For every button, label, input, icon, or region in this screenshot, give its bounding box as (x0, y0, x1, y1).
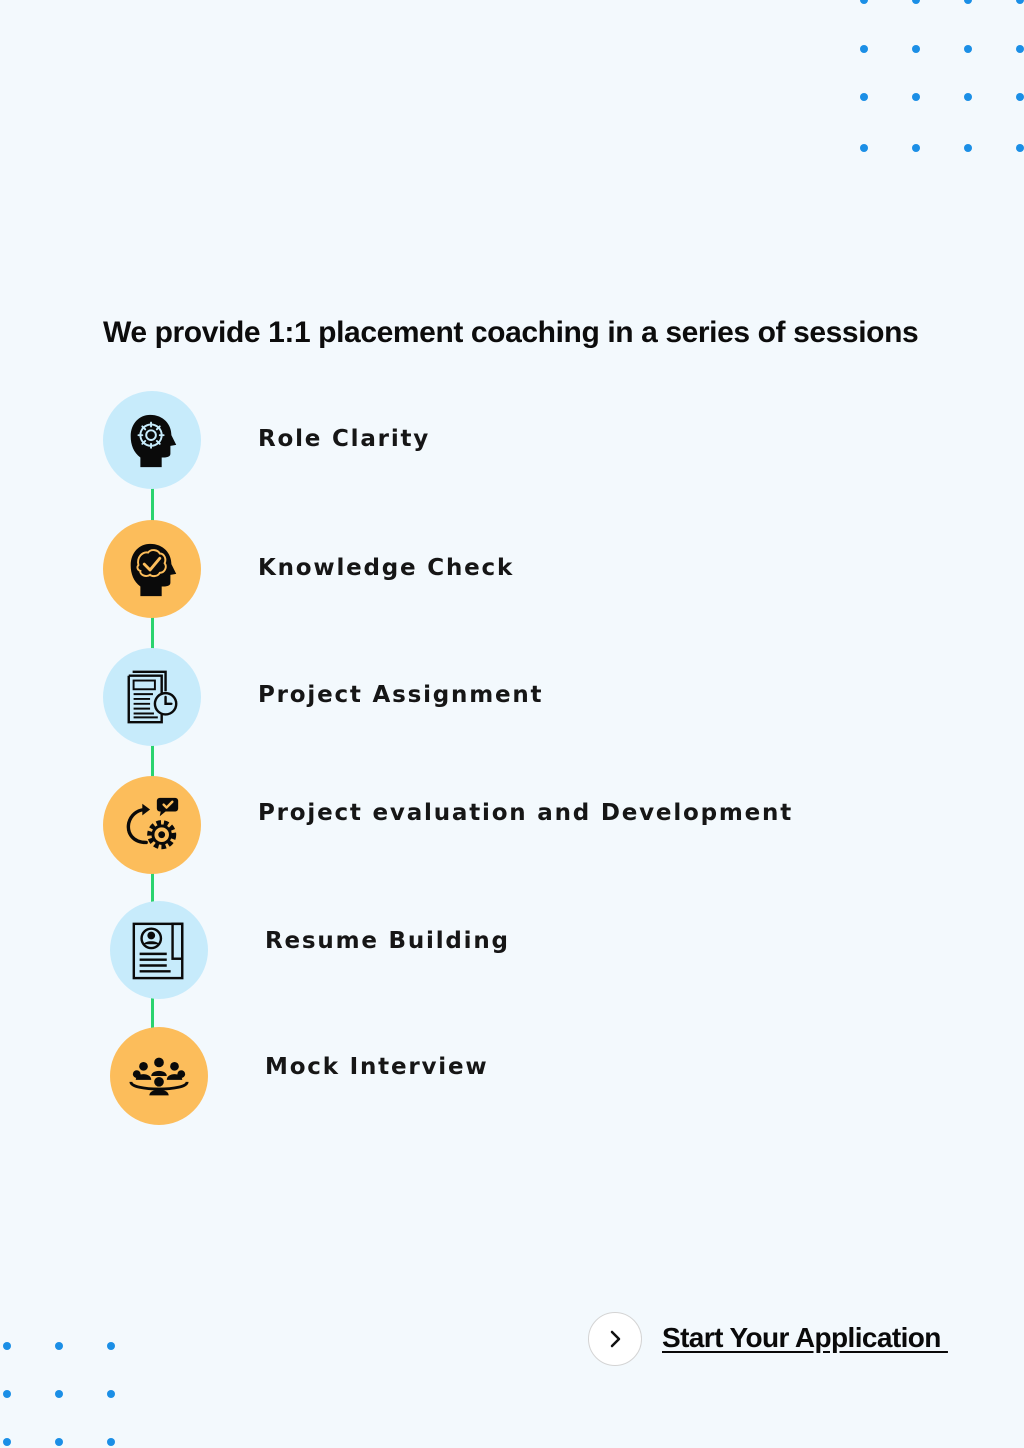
step-label: Knowledge Check (258, 555, 515, 581)
page-heading: We provide 1:1 placement coaching in a series of sessions (103, 316, 919, 349)
dot (860, 144, 868, 152)
start-application-button[interactable] (588, 1312, 642, 1366)
dot (860, 93, 868, 101)
dot (860, 45, 868, 53)
resume-icon (110, 901, 208, 999)
dot (107, 1438, 115, 1446)
dot (912, 93, 920, 101)
timeline-connector (151, 743, 154, 777)
timeline-connector (151, 871, 154, 903)
dot (964, 0, 972, 4)
dot (1016, 0, 1024, 4)
step-label: Project Assignment (258, 682, 544, 708)
step-label: Resume Building (265, 928, 510, 954)
head-gear-icon (103, 391, 201, 489)
dot (964, 144, 972, 152)
dot (964, 93, 972, 101)
document-clock-icon (103, 648, 201, 746)
dot (912, 144, 920, 152)
timeline-connector (151, 616, 154, 649)
group-meeting-icon (110, 1027, 208, 1125)
dot (1016, 93, 1024, 101)
timeline-connector (151, 996, 154, 1028)
dot (912, 0, 920, 4)
dot (107, 1342, 115, 1350)
dot (3, 1390, 11, 1398)
dot (3, 1438, 11, 1446)
dot (860, 0, 868, 4)
dot (912, 45, 920, 53)
step-label: Role Clarity (258, 426, 431, 452)
dot (1016, 144, 1024, 152)
step-label: Mock Interview (265, 1054, 489, 1080)
dot (964, 45, 972, 53)
dot (107, 1390, 115, 1398)
dot (3, 1342, 11, 1350)
dot (55, 1438, 63, 1446)
dot (1016, 45, 1024, 53)
step-label: Project evaluation and Development (258, 800, 794, 826)
cycle-gear-icon (103, 776, 201, 874)
dot (55, 1390, 63, 1398)
chevron-right-icon (604, 1328, 626, 1350)
start-application-link[interactable]: Start Your Application (662, 1322, 948, 1353)
timeline-connector (151, 487, 154, 521)
dot (55, 1342, 63, 1350)
head-brain-check-icon (103, 520, 201, 618)
